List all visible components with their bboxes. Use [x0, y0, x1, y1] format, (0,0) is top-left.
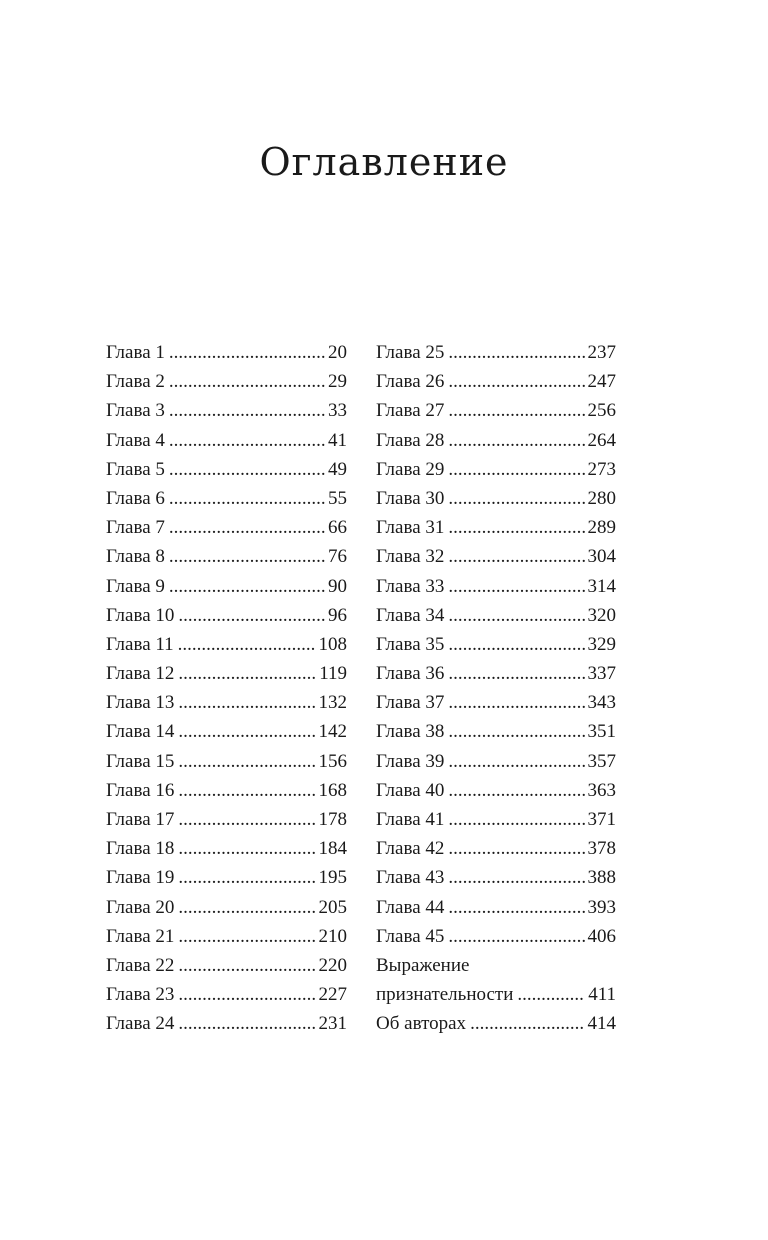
toc-entry-page-number: 119 — [319, 663, 347, 685]
toc-entry-label: Глава 14 — [106, 721, 175, 743]
toc-entry-label: Глава 39 — [376, 750, 445, 772]
toc-entry-page-number: 231 — [318, 1013, 347, 1035]
toc-entry — [376, 776, 616, 805]
dot-leader — [178, 601, 325, 630]
toc-entry-label: Глава 36 — [376, 663, 445, 685]
toc-entry-page-number: 90 — [328, 575, 347, 597]
toc-entry-page-number: 156 — [318, 750, 347, 772]
toc-entry — [376, 659, 616, 688]
toc-entry-page-number: 280 — [587, 487, 616, 509]
toc-entry-label: Выражение — [376, 954, 470, 976]
toc-entry-page-number: 371 — [587, 809, 616, 830]
dot-leader — [448, 484, 584, 513]
toc-entry-page-number: 168 — [318, 779, 347, 801]
toc-entry-label: Глава 40 — [376, 779, 445, 801]
toc-entry — [376, 922, 616, 951]
toc-entry — [376, 893, 616, 922]
toc-entry-page-number: 314 — [587, 575, 616, 597]
toc-entry-page-number: 289 — [587, 517, 616, 539]
toc-entry-label: Глава 13 — [106, 692, 175, 714]
toc-entry — [106, 396, 347, 425]
toc-entry — [376, 717, 616, 746]
dot-leader — [169, 455, 325, 484]
toc-entry — [106, 863, 347, 892]
toc-entry — [376, 1009, 616, 1038]
toc-entry — [106, 367, 347, 396]
toc-entry-label: Глава 18 — [106, 838, 175, 860]
toc-entry-page-number: 66 — [328, 517, 347, 539]
toc-entry-page-number: 411 — [588, 984, 616, 1006]
toc-entry — [106, 601, 347, 630]
toc-entry — [106, 542, 347, 571]
toc-entry-page-number: 178 — [318, 809, 347, 830]
toc-entry-label: Глава 32 — [376, 546, 445, 568]
toc-entry-page-number: 184 — [318, 838, 347, 860]
dot-leader — [169, 572, 325, 601]
toc-entry — [376, 572, 616, 601]
toc-entry — [106, 776, 347, 805]
toc-entry-label: Об авторах — [376, 1013, 467, 1035]
toc-entry-label: Глава 23 — [106, 984, 175, 1006]
dot-leader — [448, 630, 584, 659]
toc-entry — [376, 951, 616, 980]
dot-leader — [178, 922, 315, 951]
toc-entry — [106, 426, 347, 455]
dot-leader — [448, 688, 584, 717]
dot-leader — [448, 396, 584, 425]
dot-leader — [178, 951, 315, 980]
dot-leader — [448, 805, 584, 834]
toc-entry-page-number: 49 — [328, 458, 347, 480]
toc-entry — [376, 747, 616, 776]
toc-entry-label: Глава 4 — [106, 429, 165, 451]
dot-leader — [178, 659, 316, 688]
toc-entry — [106, 893, 347, 922]
dot-leader — [448, 893, 584, 922]
toc-right-column — [376, 338, 616, 1039]
toc-entry — [376, 863, 616, 892]
toc-entry — [376, 834, 616, 863]
toc-entry-page-number: 237 — [587, 342, 616, 363]
toc-entry — [376, 980, 616, 1009]
toc-entry-label: Глава 8 — [106, 546, 165, 568]
toc-entry-page-number: 378 — [587, 838, 616, 860]
toc-entry-page-number: 357 — [587, 750, 616, 772]
toc-entry — [376, 455, 616, 484]
toc-entry — [106, 513, 347, 542]
toc-entry — [106, 572, 347, 601]
dot-leader — [470, 1009, 584, 1038]
dot-leader — [178, 776, 315, 805]
toc-entry-page-number: 256 — [587, 400, 616, 422]
toc-entry-page-number: 273 — [587, 458, 616, 480]
toc-entry — [106, 338, 347, 367]
dot-leader — [448, 542, 584, 571]
toc-entry-label: Глава 26 — [376, 371, 445, 393]
dot-leader — [448, 513, 584, 542]
toc-entry — [106, 747, 347, 776]
toc-entry-page-number: 20 — [328, 342, 347, 363]
toc-entry-page-number: 406 — [587, 925, 616, 947]
dot-leader — [448, 863, 584, 892]
toc-entry-page-number: 76 — [328, 546, 347, 568]
toc-entry — [106, 922, 347, 951]
toc-entry-page-number: 108 — [318, 633, 347, 655]
toc-entry — [106, 1009, 347, 1038]
toc-entry — [106, 980, 347, 1009]
toc-entry — [376, 367, 616, 396]
toc-entry-label: Глава 7 — [106, 517, 165, 539]
toc-entry-label: Глава 12 — [106, 663, 175, 685]
toc-entry-page-number: 41 — [328, 429, 347, 451]
dot-leader — [169, 542, 325, 571]
dot-leader — [448, 659, 584, 688]
dot-leader — [178, 747, 315, 776]
toc-entry — [376, 630, 616, 659]
toc-entry-label: Глава 21 — [106, 925, 175, 947]
toc-entry-page-number: 29 — [328, 371, 347, 393]
toc-entry-label: Глава 17 — [106, 809, 175, 830]
dot-leader — [169, 338, 325, 367]
dot-leader — [169, 367, 325, 396]
toc-entry-page-number: 210 — [318, 925, 347, 947]
dot-leader — [448, 338, 584, 367]
toc-entry-label: Глава 33 — [376, 575, 445, 597]
toc-entry-label: Глава 27 — [376, 400, 445, 422]
dot-leader — [178, 1009, 315, 1038]
toc-left-column — [106, 338, 347, 1039]
toc-entry-page-number: 337 — [587, 663, 616, 685]
dot-leader — [178, 805, 315, 834]
toc-entry-page-number: 320 — [587, 604, 616, 626]
toc-entry-page-number: 96 — [328, 604, 347, 626]
toc-entry-label: Глава 42 — [376, 838, 445, 860]
dot-leader — [178, 630, 316, 659]
toc-entry-label: Глава 5 — [106, 458, 165, 480]
toc-entry-label: Глава 24 — [106, 1013, 175, 1035]
page-title: Оглавление — [259, 140, 509, 184]
toc-entry-label: Глава 16 — [106, 779, 175, 801]
toc-entry-label: Глава 10 — [106, 604, 175, 626]
toc-entry-page-number: 414 — [587, 1013, 616, 1035]
toc-entry — [376, 338, 616, 367]
toc-entry — [106, 455, 347, 484]
toc-entry — [106, 688, 347, 717]
toc-entry-label: Глава 6 — [106, 487, 165, 509]
toc-entry-label: Глава 38 — [376, 721, 445, 743]
dot-leader — [448, 747, 584, 776]
toc-entry-label: Глава 15 — [106, 750, 175, 772]
toc-entry — [106, 484, 347, 513]
dot-leader — [178, 834, 315, 863]
toc-entry-label: Глава 37 — [376, 692, 445, 714]
toc-entry-page-number: 351 — [587, 721, 616, 743]
dot-leader — [178, 863, 315, 892]
dot-leader — [448, 367, 584, 396]
dot-leader — [178, 717, 315, 746]
toc-entry — [376, 513, 616, 542]
toc-entry-page-number: 343 — [587, 692, 616, 714]
dot-leader — [169, 426, 325, 455]
dot-leader — [448, 601, 584, 630]
dot-leader — [448, 455, 584, 484]
dot-leader — [448, 922, 584, 951]
toc-entry-label: Глава 30 — [376, 487, 445, 509]
toc-entry-label: Глава 28 — [376, 429, 445, 451]
toc-entry-page-number: 264 — [587, 429, 616, 451]
toc-entry-page-number: 304 — [587, 546, 616, 568]
toc-entry — [106, 805, 347, 834]
dot-leader — [178, 893, 315, 922]
toc-entry-page-number: 55 — [328, 487, 347, 509]
toc-entry-page-number: 329 — [587, 633, 616, 655]
dot-leader — [517, 980, 585, 1009]
toc-entry-label: Глава 44 — [376, 896, 445, 918]
toc-entry-label: Глава 25 — [376, 342, 445, 363]
dot-leader — [448, 572, 584, 601]
toc-entry-page-number: 195 — [318, 867, 347, 889]
toc-entry-page-number: 388 — [587, 867, 616, 889]
toc-entry-label: Глава 43 — [376, 867, 445, 889]
toc-entry-page-number: 220 — [318, 954, 347, 976]
toc-entry-label: Глава 29 — [376, 458, 445, 480]
toc-entry-label: Глава 45 — [376, 925, 445, 947]
toc-entry-label: признательности — [376, 984, 514, 1006]
toc-entry-label: Глава 2 — [106, 371, 165, 393]
toc-entry-label: Глава 1 — [106, 342, 165, 363]
toc-entry-label: Глава 35 — [376, 633, 445, 655]
dot-leader — [169, 484, 325, 513]
toc-entry-label: Глава 31 — [376, 517, 445, 539]
toc-entry — [376, 542, 616, 571]
toc-entry-label: Глава 19 — [106, 867, 175, 889]
toc-entry — [106, 630, 347, 659]
toc-entry-label: Глава 11 — [106, 633, 174, 655]
toc-entry-page-number: 132 — [318, 692, 347, 714]
toc-entry-page-number: 227 — [318, 984, 347, 1006]
toc-entry — [376, 805, 616, 834]
toc-entry-label: Глава 41 — [376, 809, 445, 830]
dot-leader — [169, 396, 325, 425]
toc-entry-label: Глава 20 — [106, 896, 175, 918]
dot-leader — [448, 776, 584, 805]
toc-entry — [106, 834, 347, 863]
toc-entry-label: Глава 9 — [106, 575, 165, 597]
toc-entry — [106, 659, 347, 688]
toc-entry-label: Глава 34 — [376, 604, 445, 626]
toc-entry — [376, 484, 616, 513]
toc-entry — [106, 951, 347, 980]
toc-entry — [376, 396, 616, 425]
toc-entry-page-number: 247 — [587, 371, 616, 393]
toc-entry — [376, 688, 616, 717]
toc-entry-page-number: 205 — [318, 896, 347, 918]
toc-entry-label: Глава 3 — [106, 400, 165, 422]
dot-leader — [448, 426, 584, 455]
toc-entry-page-number: 393 — [587, 896, 616, 918]
toc-entry — [106, 717, 347, 746]
dot-leader — [448, 717, 584, 746]
toc-entry-page-number: 363 — [587, 779, 616, 801]
toc-entry-page-number: 33 — [328, 400, 347, 422]
dot-leader — [169, 513, 325, 542]
toc-entry — [376, 426, 616, 455]
toc-entry-page-number: 142 — [318, 721, 347, 743]
toc-entry — [376, 601, 616, 630]
toc-entry-label: Глава 22 — [106, 954, 175, 976]
dot-leader — [178, 980, 315, 1009]
dot-leader — [448, 834, 584, 863]
dot-leader — [178, 688, 315, 717]
